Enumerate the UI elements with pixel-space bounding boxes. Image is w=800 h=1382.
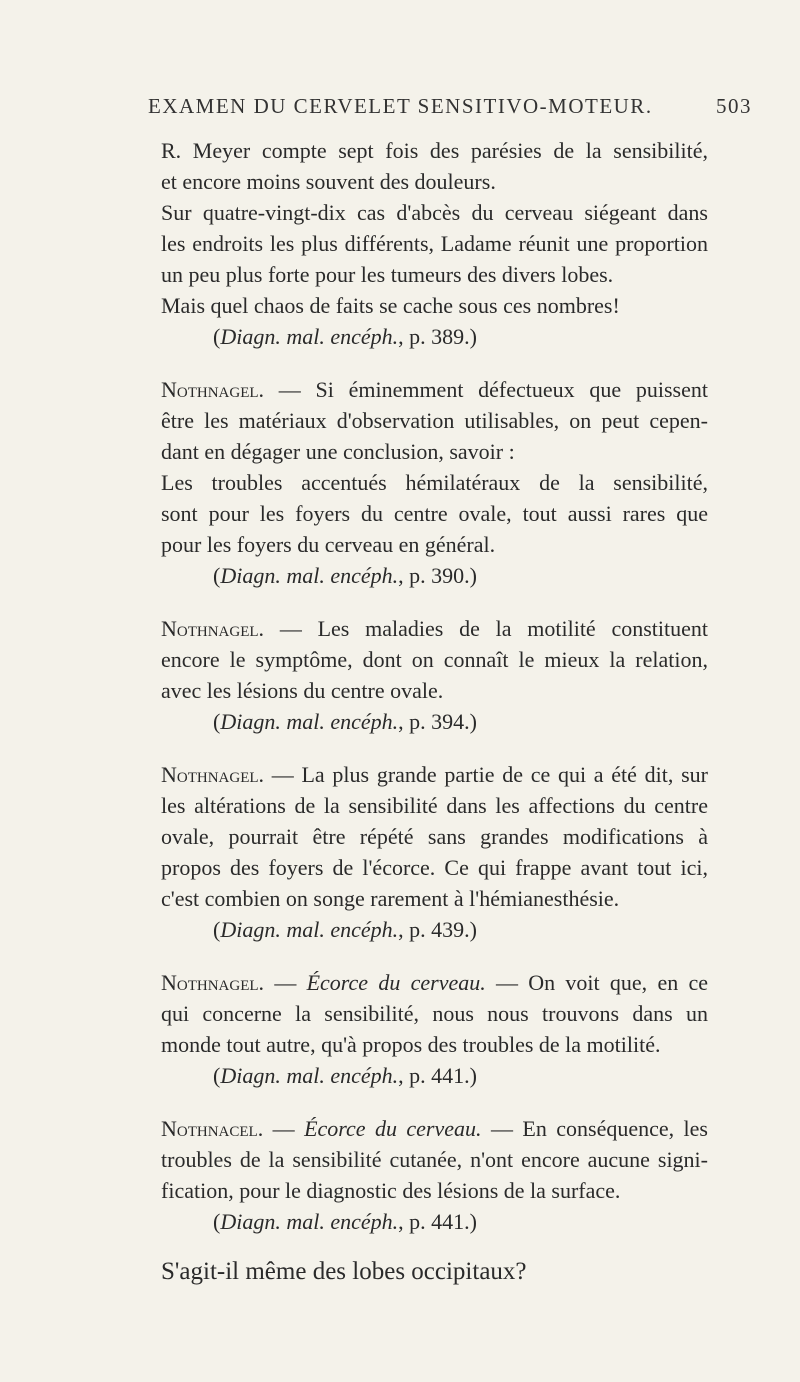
text-line: les endroits les plus différents, Ladame réunit une proportion (161, 231, 708, 256)
text-line: Nothnagel. — Écorce du cerveau. — On voit que, en ce (161, 970, 709, 995)
citation: (Diagn. mal. encéph., p. 389.) (213, 324, 477, 349)
text-line: Nothnacel. — Écorce du cerveau. — En conséquence, les (161, 1116, 708, 1141)
text-line: pour les foyers du cerveau en général. (161, 532, 496, 557)
text-line: être les matériaux d'observation utilisables, on peut cepen- (161, 408, 708, 433)
citation: (Diagn. mal. encéph., p. 441.) (213, 1209, 477, 1234)
page-number: 503 (716, 94, 752, 118)
text-line: qui concerne la sensibilité, nous nous trouvons dans un (161, 1001, 708, 1026)
citation: (Diagn. mal. encéph., p. 390.) (213, 563, 477, 588)
text-line: dant en dégager une conclusion, savoir : (161, 439, 515, 464)
citation: (Diagn. mal. encéph., p. 441.) (213, 1063, 477, 1088)
text-line: Nothnagel. — Les maladies de la motilité constituent (161, 616, 708, 641)
text-line: les altérations de la sensibilité dans les affections du centre (161, 793, 708, 818)
text-line: S'agit-il même des lobes occipitaux? (161, 1258, 527, 1285)
text-line: monde tout autre, qu'à propos des troubles de la motilité. (161, 1032, 661, 1057)
text-line: Nothnagel. — Si éminemment défectueux que puissent (161, 377, 708, 402)
text-line: et encore moins souvent des douleurs. (161, 169, 496, 194)
text-line: Les troubles accentués hémilatéraux de la sensibilité, (161, 470, 708, 495)
text-line: R. Meyer compte sept fois des parésies de la sensibilité, (161, 138, 708, 163)
text-line: propos des foyers de l'écorce. Ce qui frappe avant tout ici, (161, 855, 708, 880)
text-line: ovale, pourrait être répété sans grandes modifications à (161, 824, 708, 849)
text-line: Nothnagel. — La plus grande partie de ce qui a été dit, sur (161, 762, 708, 787)
citation: (Diagn. mal. encéph., p. 394.) (213, 709, 477, 734)
text-line: Sur quatre-vingt-dix cas d'abcès du cerveau siégeant dans (161, 200, 708, 225)
text-line: troubles de la sensibilité cutanée, n'ont encore aucune signi- (161, 1147, 708, 1172)
text-line: Mais quel chaos de faits se cache sous ces nombres! (161, 293, 620, 318)
text-line: un peu plus forte pour les tumeurs des divers lobes. (161, 262, 614, 287)
text-line: sont pour les foyers du centre ovale, tout aussi rares que (161, 501, 708, 526)
text-line: avec les lésions du centre ovale. (161, 678, 444, 703)
citation: (Diagn. mal. encéph., p. 439.) (213, 917, 477, 942)
text-line: encore le symptôme, dont on connaît le mieux la relation, (161, 647, 708, 672)
text-line: c'est combien on songe rarement à l'hémianesthésie. (161, 886, 620, 911)
running-head-title: EXAMEN DU CERVELET SENSITIVO-MOTEUR. (148, 94, 653, 118)
text-line: fication, pour le diagnostic des lésions de la surface. (161, 1178, 621, 1203)
